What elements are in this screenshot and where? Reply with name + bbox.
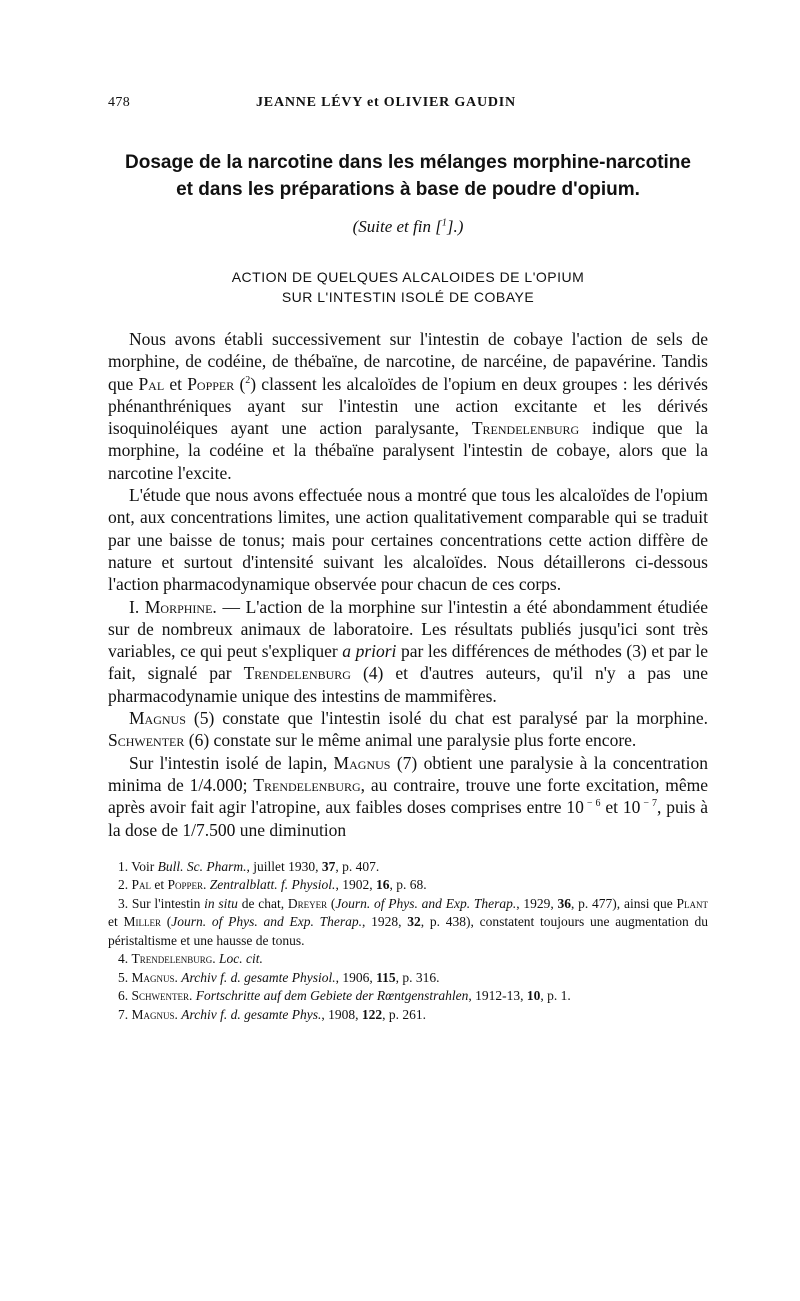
- text-run: et: [164, 373, 188, 394]
- footnote-ref: (4): [362, 663, 384, 684]
- volume: 36: [557, 895, 572, 911]
- author-name: Pal: [138, 373, 165, 394]
- volume: 122: [361, 1006, 383, 1022]
- footnote-ref: (5): [193, 708, 215, 729]
- text-run: indique que la morphine, la codéine et la thébaïne paralysent l'intestin de cobaye, alors que la narcotine l'excite.: [108, 418, 708, 483]
- footnote: [108, 858, 708, 877]
- footnote: [108, 1006, 708, 1025]
- paragraph: L'étude que nous avons effectuée nous a montré que tous les alcaloïdes de l'opium ont, aux concentrations limites, une action qualitativement comparable qui se traduit par une baisse de tonus; mais pour certaines concentrations cette action diffère de nature et surtout d'intensité suivant les alcaloïdes. Nous détaillerons ci-dessous l'action pharmacodynamique observée pour chacun de ces corps.: [108, 485, 708, 595]
- footnote-number: 4.: [118, 951, 132, 967]
- text-run: — L'action de la morphine sur l'intestin a été abondamment étudiée sur de nombreux animaux de laboratoire. Les résultats publiés jusqu'ici sont très variables, ce qui peut s'expliquer: [108, 596, 709, 662]
- text-run: classent les alcaloïdes de l'opium en deux groupes : les dérivés phénanthréniques ayant sur l'intestin une action excitante et les dérivés isoquinoléiques ayant une action paralysante,: [108, 373, 708, 439]
- text-run: , 1906,: [335, 969, 377, 985]
- footnotes: [108, 858, 708, 1025]
- text-run: , 1928,: [361, 914, 408, 930]
- article-title-line: Dosage de la narcotine dans les mélanges morphine-narcotine: [125, 152, 691, 173]
- continuation-text: ].): [446, 217, 464, 236]
- paragraph: [108, 596, 708, 707]
- footnote-ref: 1: [441, 217, 447, 229]
- text-run: , au contraire, trouve une forte excitation, même après avoir fait agir l'atropine, aux faibles doses comprises entre 10: [108, 774, 708, 818]
- volume: 16: [375, 877, 390, 893]
- author-name: Magnus: [131, 969, 175, 985]
- continuation-text: (Suite et fin [: [352, 217, 442, 236]
- author-name: Plant: [676, 895, 709, 911]
- page-number: 478: [108, 95, 131, 110]
- footnote-number: 7.: [118, 1006, 132, 1022]
- text-run: , 1908,: [321, 1006, 362, 1022]
- text-run: .: [189, 988, 196, 1004]
- body-text: [108, 328, 708, 841]
- text-run: et: [108, 914, 124, 930]
- emphasis: in situ: [204, 895, 238, 911]
- text-run: , 1912-13,: [468, 988, 527, 1004]
- journal-title: Journ. of Phys. and Exp. Therap.: [335, 895, 517, 911]
- footnote-ref: (7): [396, 752, 418, 773]
- volume: 10: [526, 988, 541, 1004]
- footnote-number: 2.: [118, 877, 132, 893]
- text-run: , p. 407.: [335, 858, 380, 874]
- footnote-ref: (6): [188, 730, 210, 751]
- text-run: (: [161, 914, 172, 930]
- author-name: Trendelenburg: [471, 418, 580, 439]
- text-run: Nous avons établi successivement sur l'intestin de cobaye l'action de sels de morphine, de codéine, de thébaïne, de narcotine, de narcéine, de papavérine. Tandis que: [108, 329, 708, 394]
- text-run: de chat,: [237, 895, 288, 911]
- author-name: Schwenter: [131, 988, 190, 1004]
- author-name: Magnus: [131, 1006, 175, 1022]
- section-heading: [108, 267, 708, 307]
- text-run: , p. 1.: [540, 988, 571, 1004]
- paragraph: [108, 707, 708, 752]
- journal-page: [108, 95, 708, 1024]
- running-head: [108, 95, 708, 119]
- text-run: , p. 477), ainsi que: [571, 895, 677, 911]
- paragraph: [108, 752, 708, 841]
- text-run: , 1929,: [516, 895, 558, 911]
- author-name: Magnus: [333, 752, 391, 773]
- journal-title: Journ. of Phys. and Exp. Therap.: [171, 914, 362, 930]
- author-name: Schwenter: [108, 730, 185, 751]
- article-title-line: et dans les préparations à base de poudre d'opium.: [176, 179, 640, 200]
- text-run: Sur l'intestin isolé de lapin,: [129, 752, 334, 773]
- running-head-authors: JEANNE LÉVY et OLIVIER GAUDIN: [256, 95, 516, 110]
- footnote-number: 3.: [118, 895, 132, 911]
- footnote: [108, 876, 708, 895]
- text-run: (: [327, 895, 336, 911]
- text-run: , 1902,: [335, 877, 376, 893]
- footnote: [108, 969, 708, 988]
- author-name: Trendelenburg: [253, 774, 361, 795]
- text-run: .: [203, 877, 210, 893]
- text-run: constate que l'intestin isolé du chat est paralysé par la morphine.: [214, 708, 708, 729]
- volume: 37: [321, 858, 336, 874]
- section-heading-line: ACTION DE QUELQUES ALCALOIDES DE L'OPIUM: [231, 269, 585, 285]
- text-run: et d'autres auteurs, qu'il n'y a pas une pharmacodynamie unique des intestins de mammifères.: [108, 663, 708, 706]
- continuation-note: [108, 216, 708, 238]
- text-run: , p. 261.: [382, 1006, 426, 1022]
- text-run: .: [174, 969, 182, 985]
- author-name: Pal: [131, 877, 152, 893]
- paragraph: Nous avons établi successivement sur l'intestin de cobaye l'action de sels de morphine, de codéine, de thébaïne, de narcotine, de narcéine, de papavérine. Tandis que Pal et Popper ($^2$) classent les alcaloïdes de l'opium en deux groupes : les dérivés phénanthréniques ayant sur l'intestin une action excitante et les dérivés isoquinoléiques ayant une action paralysante, Trendelenburg indique que la morphine, la codéine et la thébaïne paralysent l'intestin de cobaye, alors que la narcotine l'excite.: [108, 329, 708, 483]
- journal-title: Fortschritte auf dem Gebiete der Rœntgenstrahlen: [195, 988, 469, 1004]
- author-name: Trendelenburg: [131, 951, 213, 967]
- author-name: Miller: [123, 914, 161, 930]
- emphasis: Loc. cit.: [219, 951, 263, 967]
- article-title: [108, 149, 708, 203]
- text-run: , p. 316.: [395, 969, 440, 985]
- text-run: , juillet 1930,: [246, 858, 322, 874]
- footnote-number: 6.: [118, 988, 132, 1004]
- text-run: , puis à la dose de 1/7.500 une diminution: [108, 797, 709, 840]
- text-run: , p. 438), constatent toujours une augmentation du péristaltisme et une hausse de tonus.: [108, 914, 709, 948]
- text-run: .: [212, 951, 219, 967]
- text-run: et 10: [600, 797, 641, 818]
- author-name: Magnus: [129, 708, 186, 729]
- text-run: Sur l'intestin: [131, 895, 205, 911]
- text-run: et: [151, 877, 168, 893]
- section-heading-line: SUR L'INTESTIN ISOLÉ DE COBAYE: [281, 289, 535, 305]
- exponent: − 6: [583, 798, 601, 810]
- footnote-ref: (3): [626, 641, 647, 662]
- journal-title: Archiv f. d. gesamte Phys.: [181, 1006, 322, 1022]
- footnote-number: 1.: [118, 858, 132, 874]
- author-name: Popper: [187, 373, 235, 394]
- footnote: [108, 895, 708, 951]
- footnote-number: 5.: [118, 969, 132, 985]
- journal-title: Bull. Sc. Pharm.: [157, 858, 247, 874]
- text-run: , p. 68.: [389, 877, 427, 893]
- text-run: .: [174, 1006, 182, 1022]
- emphasis: a priori: [342, 641, 397, 662]
- footnote: [108, 987, 708, 1006]
- text-run: obtient une paralysie à la concentration minima de 1/4.000;: [108, 752, 708, 795]
- footnote-ref: 2: [245, 374, 251, 386]
- volume: 115: [376, 969, 396, 985]
- author-name: Popper: [167, 877, 204, 893]
- exponent: − 7: [640, 798, 657, 810]
- journal-title: Archiv f. d. gesamte Physiol.: [181, 969, 336, 985]
- author-name: Dreyer: [287, 895, 328, 911]
- footnote: [108, 950, 708, 969]
- volume: 32: [407, 914, 421, 930]
- text-run: I.: [129, 596, 145, 617]
- text-run: constate sur le même animal une paralysie plus forte encore.: [209, 730, 637, 751]
- journal-title: Zentralblatt. f. Physiol.: [209, 877, 336, 893]
- text-run: par les différences de méthodes: [396, 641, 627, 662]
- author-name: Trendelenburg: [243, 663, 351, 684]
- section-subheading: Morphine.: [144, 596, 217, 617]
- text-run: Voir: [131, 858, 158, 874]
- text-run: et par le fait, signalé par: [108, 641, 708, 684]
